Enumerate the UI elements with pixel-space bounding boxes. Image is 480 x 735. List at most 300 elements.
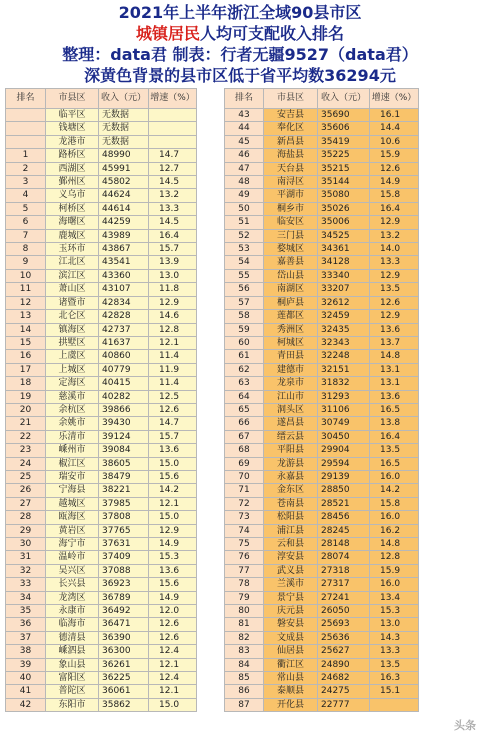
- county-cell: 桐乡市: [264, 202, 318, 215]
- header-income: 收入（元）: [99, 89, 149, 109]
- growth-cell: 12.8: [149, 323, 197, 336]
- rank-cell: 81: [225, 618, 264, 631]
- growth-cell: 12.9: [370, 269, 419, 282]
- gap-cell: [197, 323, 225, 336]
- income-cell: 35419: [318, 135, 370, 148]
- growth-cell: 14.8: [370, 538, 419, 551]
- income-cell: 36471: [99, 618, 149, 631]
- table-row: [6, 605, 476, 618]
- income-cell: 48990: [99, 149, 149, 162]
- table-row: [6, 538, 476, 551]
- rank-cell: [6, 135, 46, 148]
- growth-cell: 15.1: [370, 685, 419, 698]
- gap-cell: [197, 122, 225, 135]
- county-cell: 海宁市: [46, 538, 99, 551]
- growth-cell: 12.6: [370, 162, 419, 175]
- growth-cell: 13.1: [370, 363, 419, 376]
- income-cell: 28850: [318, 484, 370, 497]
- county-cell: 龙游县: [264, 457, 318, 470]
- table-row: [6, 256, 476, 269]
- rank-cell: 44: [225, 122, 264, 135]
- income-cell: 29139: [318, 470, 370, 483]
- growth-cell: [149, 122, 197, 135]
- gap-cell: [197, 551, 225, 564]
- income-cell: 27241: [318, 591, 370, 604]
- growth-cell: 13.1: [370, 377, 419, 390]
- growth-cell: 16.5: [370, 457, 419, 470]
- rank-cell: 70: [225, 470, 264, 483]
- income-cell: 40779: [99, 363, 149, 376]
- rank-cell: [6, 122, 46, 135]
- income-cell: 38221: [99, 484, 149, 497]
- county-cell: 诸暨市: [46, 296, 99, 309]
- rank-cell: 49: [225, 189, 264, 202]
- rank-cell: 59: [225, 323, 264, 336]
- county-cell: 余姚市: [46, 417, 99, 430]
- county-cell: 洞头区: [264, 403, 318, 416]
- income-cell: 27318: [318, 564, 370, 577]
- growth-cell: 15.0: [149, 511, 197, 524]
- table-row: [6, 363, 476, 376]
- growth-cell: 14.7: [149, 417, 197, 430]
- county-cell: 文成县: [264, 631, 318, 644]
- rank-cell: 17: [6, 363, 46, 376]
- growth-cell: 16.5: [370, 403, 419, 416]
- ranking-table: [5, 88, 476, 712]
- rank-cell: 62: [225, 363, 264, 376]
- income-cell: 39084: [99, 444, 149, 457]
- growth-cell: 16.4: [370, 430, 419, 443]
- income-cell: 33207: [318, 283, 370, 296]
- growth-cell: 16.4: [149, 229, 197, 242]
- table-row: [6, 283, 476, 296]
- income-cell: 28074: [318, 551, 370, 564]
- growth-cell: 15.8: [370, 497, 419, 510]
- growth-cell: 14.9: [149, 591, 197, 604]
- income-cell: 43867: [99, 243, 149, 256]
- rank-cell: 77: [225, 564, 264, 577]
- growth-cell: 13.5: [370, 444, 419, 457]
- growth-cell: 14.2: [149, 484, 197, 497]
- rank-cell: 80: [225, 605, 264, 618]
- gap-cell: [419, 672, 476, 685]
- county-cell: 乐清市: [46, 430, 99, 443]
- county-cell: 建德市: [264, 363, 318, 376]
- income-cell: 32343: [318, 336, 370, 349]
- income-cell: 35080: [318, 189, 370, 202]
- county-cell: 鹿城区: [46, 229, 99, 242]
- gap-cell: [419, 296, 476, 309]
- growth-cell: 13.0: [370, 618, 419, 631]
- table-row: [6, 645, 476, 658]
- income-cell: 35144: [318, 176, 370, 189]
- county-cell: 永康市: [46, 605, 99, 618]
- growth-cell: 15.7: [149, 243, 197, 256]
- county-cell: 东阳市: [46, 698, 99, 711]
- header-county-right: 市县区: [264, 89, 318, 109]
- income-cell: 25693: [318, 618, 370, 631]
- income-cell: 22777: [318, 698, 370, 711]
- income-cell: 38479: [99, 470, 149, 483]
- rank-cell: 19: [6, 390, 46, 403]
- county-cell: 开化县: [264, 698, 318, 711]
- gap-cell: [419, 538, 476, 551]
- county-cell: 金东区: [264, 484, 318, 497]
- income-cell: 32612: [318, 296, 370, 309]
- header-rank: 排名: [6, 89, 46, 109]
- income-cell: 24682: [318, 672, 370, 685]
- gap-cell: [197, 698, 225, 711]
- county-cell: 奉化区: [264, 122, 318, 135]
- county-cell: 椒江区: [46, 457, 99, 470]
- growth-cell: 14.9: [149, 538, 197, 551]
- income-cell: 44614: [99, 202, 149, 215]
- gap-cell: [419, 403, 476, 416]
- growth-cell: 13.5: [370, 658, 419, 671]
- rank-cell: 72: [225, 497, 264, 510]
- rank-cell: 61: [225, 350, 264, 363]
- county-cell: 瑞安市: [46, 470, 99, 483]
- gap-cell: [419, 269, 476, 282]
- county-cell: 拱墅区: [46, 336, 99, 349]
- rank-cell: 20: [6, 403, 46, 416]
- growth-cell: 16.0: [370, 511, 419, 524]
- growth-cell: 12.9: [370, 216, 419, 229]
- growth-cell: 12.9: [149, 296, 197, 309]
- table-row: [6, 497, 476, 510]
- rank-cell: 16: [6, 350, 46, 363]
- growth-cell: 14.3: [370, 631, 419, 644]
- income-cell: 27317: [318, 578, 370, 591]
- gap-cell: [197, 216, 225, 229]
- county-cell: 德清县: [46, 631, 99, 644]
- table-row: [6, 457, 476, 470]
- county-cell: 武义县: [264, 564, 318, 577]
- income-cell: 44624: [99, 189, 149, 202]
- title-line-1: 2021年上半年浙江全域90县市区: [118, 3, 362, 22]
- gap-cell: [419, 444, 476, 457]
- gap-cell: [197, 162, 225, 175]
- rank-cell: 18: [6, 377, 46, 390]
- gap-cell: [419, 377, 476, 390]
- gap-cell: [197, 202, 225, 215]
- table-row: [6, 310, 476, 323]
- income-cell: 29904: [318, 444, 370, 457]
- growth-cell: 14.5: [149, 216, 197, 229]
- gap-cell: [197, 176, 225, 189]
- rank-cell: 71: [225, 484, 264, 497]
- rank-cell: 46: [225, 149, 264, 162]
- growth-cell: 12.8: [370, 551, 419, 564]
- rank-cell: 43: [225, 109, 264, 122]
- gap-cell: [419, 350, 476, 363]
- rank-cell: 2: [6, 162, 46, 175]
- table-body: [6, 109, 476, 712]
- growth-cell: 15.0: [149, 698, 197, 711]
- growth-cell: 12.1: [149, 336, 197, 349]
- growth-cell: 14.7: [149, 149, 197, 162]
- rank-cell: 40: [6, 672, 46, 685]
- county-cell: 临海市: [46, 618, 99, 631]
- income-cell: 无数据: [99, 135, 149, 148]
- growth-cell: 13.6: [370, 390, 419, 403]
- income-cell: 45991: [99, 162, 149, 175]
- income-cell: 31106: [318, 403, 370, 416]
- gap-cell: [419, 417, 476, 430]
- income-cell: 36789: [99, 591, 149, 604]
- county-cell: 泰顺县: [264, 685, 318, 698]
- rank-cell: 22: [6, 430, 46, 443]
- rank-cell: 29: [6, 524, 46, 537]
- gap-cell: [197, 417, 225, 430]
- county-cell: 云和县: [264, 538, 318, 551]
- table-header-row: [6, 89, 476, 109]
- title-line-2: [136, 23, 344, 44]
- county-cell: 上虞区: [46, 350, 99, 363]
- growth-cell: [149, 135, 197, 148]
- table-row: [6, 618, 476, 631]
- gap-cell: [419, 591, 476, 604]
- growth-cell: 13.3: [370, 645, 419, 658]
- rank-cell: 5: [6, 202, 46, 215]
- income-cell: 28148: [318, 538, 370, 551]
- table-row: [6, 564, 476, 577]
- growth-cell: 14.9: [370, 176, 419, 189]
- rank-cell: 53: [225, 243, 264, 256]
- gap-cell: [419, 216, 476, 229]
- county-cell: 龙泉市: [264, 377, 318, 390]
- gap-cell: [197, 564, 225, 577]
- income-cell: 无数据: [99, 122, 149, 135]
- county-cell: 柯桥区: [46, 202, 99, 215]
- gap-cell: [419, 698, 476, 711]
- gap-cell: [419, 310, 476, 323]
- income-cell: 35215: [318, 162, 370, 175]
- table-row: [6, 511, 476, 524]
- rank-cell: 3: [6, 176, 46, 189]
- rank-cell: 31: [6, 551, 46, 564]
- income-cell: 35006: [318, 216, 370, 229]
- income-cell: 32459: [318, 310, 370, 323]
- gap-cell: [419, 551, 476, 564]
- county-cell: 象山县: [46, 658, 99, 671]
- gap-cell: [419, 202, 476, 215]
- income-cell: 36261: [99, 658, 149, 671]
- county-cell: 嘉善县: [264, 256, 318, 269]
- rank-cell: 15: [6, 336, 46, 349]
- growth-cell: 13.7: [370, 336, 419, 349]
- table-row: [6, 216, 476, 229]
- rank-cell: 7: [6, 229, 46, 242]
- gap-cell: [419, 658, 476, 671]
- income-cell: 39866: [99, 403, 149, 416]
- rank-cell: 54: [225, 256, 264, 269]
- gap-cell: [419, 470, 476, 483]
- growth-cell: 14.5: [149, 176, 197, 189]
- county-cell: 长兴县: [46, 578, 99, 591]
- rank-cell: 38: [6, 645, 46, 658]
- credit-line: 整理：data君 制表：行者无疆9527（data君）: [62, 45, 418, 64]
- growth-cell: 13.3: [149, 202, 197, 215]
- county-cell: 嵊泗县: [46, 645, 99, 658]
- county-cell: 普陀区: [46, 685, 99, 698]
- county-cell: 常山县: [264, 672, 318, 685]
- county-cell: 温岭市: [46, 551, 99, 564]
- growth-cell: 15.7: [149, 430, 197, 443]
- growth-cell: 11.4: [149, 350, 197, 363]
- rank-cell: 68: [225, 444, 264, 457]
- gap-cell: [419, 457, 476, 470]
- title-line-2-rest: 人均可支配收入排名: [200, 24, 345, 43]
- county-cell: 余杭区: [46, 403, 99, 416]
- county-cell: 平阳县: [264, 444, 318, 457]
- county-cell: 莲都区: [264, 310, 318, 323]
- gap-cell: [197, 484, 225, 497]
- rank-cell: 30: [6, 538, 46, 551]
- county-cell: 庆元县: [264, 605, 318, 618]
- growth-cell: 12.5: [149, 390, 197, 403]
- table-row: [6, 403, 476, 416]
- rank-cell: 60: [225, 336, 264, 349]
- growth-cell: 12.9: [149, 524, 197, 537]
- gap-cell: [197, 189, 225, 202]
- income-cell: 37409: [99, 551, 149, 564]
- rank-cell: 78: [225, 578, 264, 591]
- county-cell: 临安区: [264, 216, 318, 229]
- gap-cell: [419, 363, 476, 376]
- income-cell: 37808: [99, 511, 149, 524]
- gap-cell: [419, 645, 476, 658]
- income-cell: 24275: [318, 685, 370, 698]
- income-cell: 45802: [99, 176, 149, 189]
- rank-cell: 1: [6, 149, 46, 162]
- rank-cell: 79: [225, 591, 264, 604]
- county-cell: 路桥区: [46, 149, 99, 162]
- rank-cell: 41: [6, 685, 46, 698]
- county-cell: 黄岩区: [46, 524, 99, 537]
- income-cell: 35690: [318, 109, 370, 122]
- income-cell: 36300: [99, 645, 149, 658]
- county-cell: 永嘉县: [264, 470, 318, 483]
- rank-cell: 37: [6, 631, 46, 644]
- gap-cell: [419, 430, 476, 443]
- gap-cell: [419, 256, 476, 269]
- rank-cell: 8: [6, 243, 46, 256]
- income-cell: 35862: [99, 698, 149, 711]
- gap-cell: [197, 444, 225, 457]
- income-cell: 42834: [99, 296, 149, 309]
- rank-cell: 6: [6, 216, 46, 229]
- rank-cell: 48: [225, 176, 264, 189]
- county-cell: 新昌县: [264, 135, 318, 148]
- growth-cell: 12.6: [149, 618, 197, 631]
- rank-cell: [6, 109, 46, 122]
- growth-cell: 11.4: [149, 377, 197, 390]
- gap-cell: [419, 390, 476, 403]
- county-cell: 龙湾区: [46, 591, 99, 604]
- table-row: [6, 162, 476, 175]
- income-cell: 44259: [99, 216, 149, 229]
- income-cell: 36923: [99, 578, 149, 591]
- growth-cell: 15.6: [149, 470, 197, 483]
- income-cell: 43360: [99, 269, 149, 282]
- rank-cell: 74: [225, 524, 264, 537]
- title-block: [0, 0, 480, 88]
- rank-cell: 65: [225, 403, 264, 416]
- rank-cell: 11: [6, 283, 46, 296]
- county-cell: 遂昌县: [264, 417, 318, 430]
- rank-cell: 86: [225, 685, 264, 698]
- gap-cell: [419, 176, 476, 189]
- county-cell: 西湖区: [46, 162, 99, 175]
- table-row: [6, 229, 476, 242]
- table-row: [6, 672, 476, 685]
- growth-cell: 13.2: [149, 189, 197, 202]
- county-cell: 桐庐县: [264, 296, 318, 309]
- gap-cell: [197, 511, 225, 524]
- county-cell: 淳安县: [264, 551, 318, 564]
- gap-cell: [197, 538, 225, 551]
- income-cell: 28245: [318, 524, 370, 537]
- county-cell: 仙居县: [264, 645, 318, 658]
- income-cell: 30450: [318, 430, 370, 443]
- note-line: 深黄色背景的县市区低于省平均数36294元: [84, 66, 396, 85]
- county-cell: 义乌市: [46, 189, 99, 202]
- gap-cell: [197, 524, 225, 537]
- gap-cell: [197, 618, 225, 631]
- county-cell: 上城区: [46, 363, 99, 376]
- title-highlight: 城镇居民: [135, 24, 200, 43]
- gap-cell: [419, 336, 476, 349]
- growth-cell: 16.4: [370, 202, 419, 215]
- income-cell: 36492: [99, 605, 149, 618]
- county-cell: 瓯海区: [46, 511, 99, 524]
- rank-cell: 57: [225, 296, 264, 309]
- rank-cell: 73: [225, 511, 264, 524]
- growth-cell: 14.2: [370, 484, 419, 497]
- rank-cell: 75: [225, 538, 264, 551]
- rank-cell: 63: [225, 377, 264, 390]
- rank-cell: 13: [6, 310, 46, 323]
- gap-cell: [419, 578, 476, 591]
- growth-cell: 16.2: [370, 524, 419, 537]
- header-income-right: 收入（元）: [318, 89, 370, 109]
- county-cell: 滨江区: [46, 269, 99, 282]
- county-cell: 磐安县: [264, 618, 318, 631]
- gap-cell: [419, 484, 476, 497]
- growth-cell: 13.0: [149, 269, 197, 282]
- rank-cell: 66: [225, 417, 264, 430]
- income-cell: 43989: [99, 229, 149, 242]
- watermark-logo: 头条: [454, 719, 476, 732]
- table-row: [6, 417, 476, 430]
- gap-cell: [197, 363, 225, 376]
- table-row: [6, 269, 476, 282]
- growth-cell: 12.1: [149, 658, 197, 671]
- table-row: [6, 149, 476, 162]
- income-cell: 35606: [318, 122, 370, 135]
- growth-cell: 12.4: [149, 645, 197, 658]
- rank-cell: 10: [6, 269, 46, 282]
- gap-cell: [419, 524, 476, 537]
- table-row: [6, 551, 476, 564]
- income-cell: 39430: [99, 417, 149, 430]
- income-cell: 25636: [318, 631, 370, 644]
- growth-cell: 16.1: [370, 109, 419, 122]
- table-row: [6, 591, 476, 604]
- income-cell: 40282: [99, 390, 149, 403]
- growth-cell: 10.6: [370, 135, 419, 148]
